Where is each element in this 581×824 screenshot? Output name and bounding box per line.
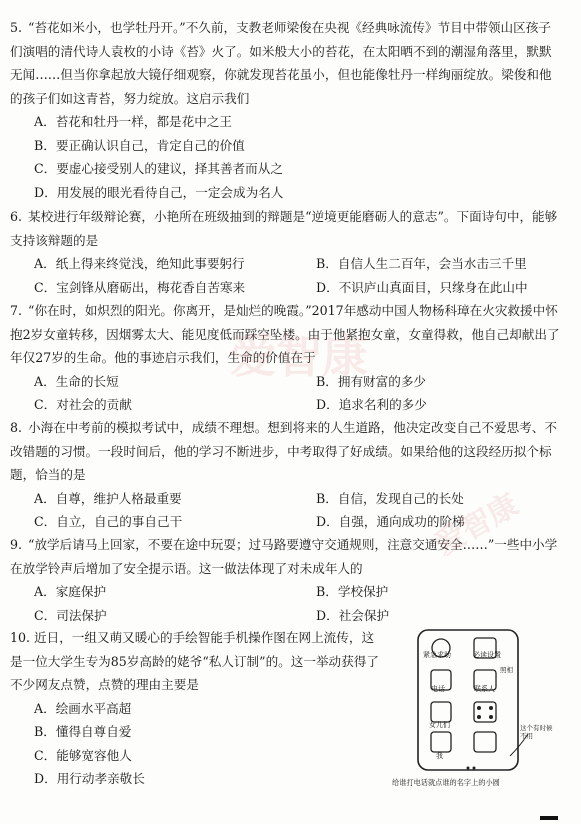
question-7 (10, 299, 562, 417)
question-6 (10, 205, 562, 299)
question-5-option-c: C．要虚心接受别人的建议，择其善者而从之 (34, 161, 283, 176)
question-5-number: 5. (10, 20, 23, 35)
question-7-number: 7. (10, 303, 23, 318)
question-6-text: 某校进行年级辩论赛，小艳所在班级抽到的辩题是“逆境更能磨砺人的意志”。下面诗句中，能够支持该辩题的是 (10, 209, 558, 248)
question-9-option-d: D．社会保护 (316, 607, 390, 623)
question-5 (10, 16, 562, 204)
question-7-option-c: C．对社会的贡献 (34, 397, 132, 412)
watermark-2: 爱智康 (429, 487, 525, 563)
question-5-stem (10, 16, 562, 110)
question-7-stem (10, 299, 562, 370)
question-7-option-b: B．拥有财富的多少 (316, 373, 427, 389)
question-9-option-b: B．学校保护 (316, 584, 389, 599)
page-corner-mark (537, 805, 581, 815)
question-6-option-d: D．不识庐山真面目，只缘身在此山中 (316, 279, 528, 295)
question-10 (10, 626, 390, 791)
question-10-option-b: B．懂得自尊自爱 (34, 724, 132, 739)
question-5-text: “苔花如米小，也学牡丹开。”不久前，支教老师梁俊在央视《经典咏流传》节目中带领山区孩子们演唱的清代诗人袁枚的小诗《苔》火了。如米般大小的苔花，在太阳晒不到的潮湿角落里，默默无闻……但当你拿起放大镜仔细观察，你就发现苔花虽小，但也能像牡丹一样绚丽绽放。梁俊和他的孩子们如这青苔，努力绽放。这启示我们 (10, 20, 552, 106)
question-8-text: 小海在中考前的模拟考试中，成绩不理想。想到将来的人生道路，他决定改变自己不爱思考、不改错题的习惯。一段时间后，他的学习不断进步，中考取得了好成绩。如果给他的这段经历拟个标题，恰当的是 (10, 420, 557, 482)
phone-label-emergency: 紧急求助 (423, 651, 451, 659)
question-9-text: “放学后请马上回家，不要在途中玩耍；过马路要遵守交通规则，注意交通安全……”一些中小学在放学铃声后增加了安全提示语。这一做法体现了对未成年人的 (10, 537, 558, 576)
question-8-stem (10, 416, 562, 487)
question-8-option-a: A．自尊，维护人格最重要 (34, 490, 182, 506)
question-10-option-d: D．用行动孝亲敬长 (34, 771, 145, 786)
question-9 (10, 533, 562, 627)
question-7-text: “你在时，如炽烈的阳光。你离开，是灿烂的晚霞。”2017年感动中国人物杨科璋在火灾救援中怀抱2岁女童转移，因烟雾太大、能见度低而踩空坠楼。由于他紧抱女童，女童得救，他自己却献出了年仅27岁的生命。他的事迹启示我们，生命的价值在于 (10, 303, 560, 365)
question-10-option-a: A．绘画水平高超 (34, 700, 132, 716)
question-6-stem (10, 205, 562, 252)
question-6-option-b: B．自信人生二百年，会当水击三千里 (316, 256, 527, 271)
question-9-option-c: C．司法保护 (34, 607, 107, 623)
question-8-option-c: C．自立，自己的事自己干 (34, 514, 183, 529)
question-7-option-a: A．生命的长短 (34, 373, 119, 389)
question-5-option-b: B．要正确认识自己，肯定自己的价值 (34, 137, 245, 153)
question-7-option-d: D．追求名利的多少 (316, 397, 427, 412)
phone-label-camera: 照相 (500, 666, 513, 674)
question-6-option-a: A．纸上得来终觉浅，绝知此事要躬行 (34, 256, 245, 271)
question-9-stem (10, 533, 562, 580)
question-10-text: 近日，一组又萌又暖心的手绘智能手机操作图在网上流传，这是一位大学生专为85岁高龄的姥爷“私人订制”的。这一举动获得了不少网友点赞，点赞的理由主要是 (10, 630, 379, 692)
phone-caption: 给谁打电话就点谁的名字上的小圆 (392, 778, 500, 787)
hand-drawn-phone-illustration (392, 628, 558, 798)
question-9-option-a: A．家庭保护 (34, 584, 107, 599)
question-5-option-d: D．用发展的眼光看待自己，一定会成为名人 (34, 184, 284, 200)
phone-label-call: 电话 (431, 685, 445, 693)
question-8-option-b: B．自信，发现自己的长处 (316, 490, 464, 506)
phone-label-me: 我 (436, 752, 443, 760)
watermark: 爱智康 (230, 329, 368, 383)
phone-label-daughters: 女儿们 (429, 721, 450, 729)
question-10-stem (10, 626, 380, 697)
question-10-number: 10. (10, 630, 31, 645)
phone-label-contacts: 联系人 (474, 685, 495, 693)
question-10-option-c: C．能够宽容他人 (34, 747, 132, 763)
question-5-option-a: A．苔花和牡丹一样，都是花中之王 (34, 114, 233, 129)
phone-label-settings: 必读设置 (473, 651, 501, 659)
question-9-number: 9. (10, 537, 23, 552)
phone-label-note: 这个有时候不用 (520, 724, 553, 740)
question-6-option-c: C．宝剑锋从磨砺出，梅花香自苦寒来 (34, 279, 246, 295)
question-8 (10, 416, 562, 534)
question-8-number: 8. (10, 420, 23, 435)
question-8-option-d: D．自强，通向成功的阶梯 (316, 514, 465, 529)
question-6-number: 6. (10, 209, 23, 224)
